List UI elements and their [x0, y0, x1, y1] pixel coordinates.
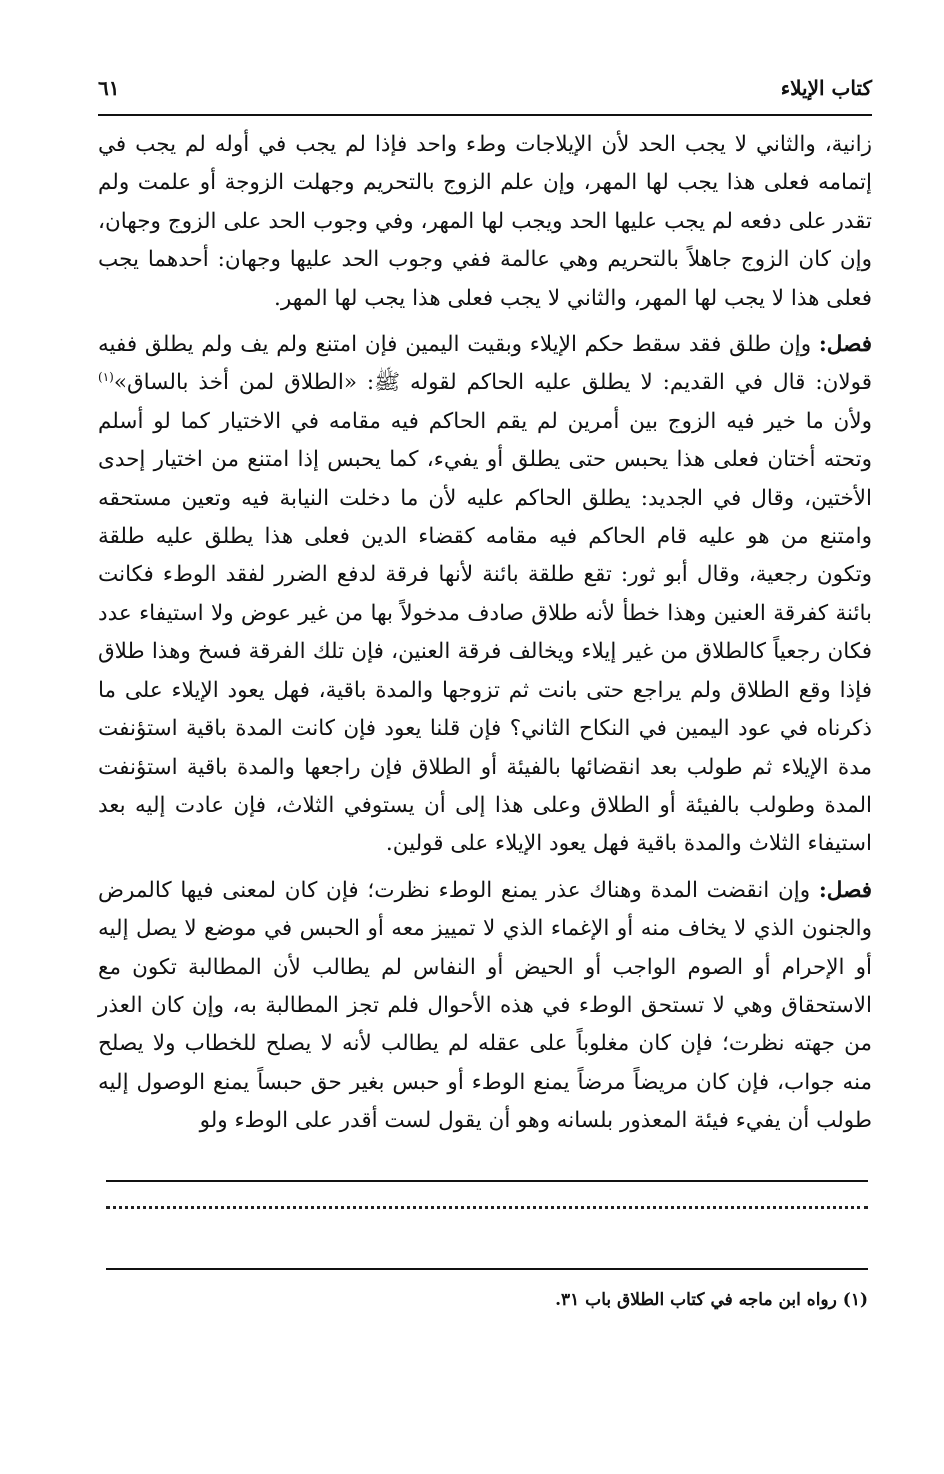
main-text [98, 126, 872, 1149]
footnote-marker[interactable]: (١) [98, 370, 114, 385]
page-header [98, 70, 872, 110]
section-label: فصل: [818, 332, 872, 358]
running-title: كتاب الإيلاء [780, 76, 872, 100]
paragraph-2-text-start: وإن طلق فقد سقط حكم الإيلاء وبقيت اليمين فإن امتنع ولم يف ولم يطلق ففيه قولان: قال في القديم: لا يطلق عليه الحاكم لقوله ﷺ: «الطلاق لمن أخذ بالساق» [98, 332, 872, 396]
footnote-bottom-rule [106, 1268, 868, 1270]
paragraph-1-text: زانية، والثاني لا يجب الحد لأن الإيلاجات وطء واحد فإذا لم يجب في أوله لم يجب في إتمامه فعلى هذا يجب لها المهر، وإن علم الزوج بالتحريم وجهلت الزوجة أو علمت ولم تقدر على دفعه لم يجب عليها الحد ويجب لها المهر، وفي وجوب الحد على الزوج وجهان، وإن كان الزوج جاهلاً بالتحريم وهي عالمة ففي وجوب الحد عليها وجهان: أحدهما يجب فعلى هذا لا يجب لها المهر، والثاني لا يجب فعلى هذا يجب لها المهر. [98, 132, 872, 311]
paragraph-2 [98, 326, 872, 864]
paragraph-3-text: وإن انقضت المدة وهناك عذر يمنع الوطء نظرت؛ فإن كان لمعنى فيها كالمرض والجنون الذي لا يخاف منه أو الإغماء الذي لا تمييز معه أو الحبس في موضع لا يصل إليه أو الإحرام أو الصوم الواجب أو الحيض أو النفاس لم يطالب لأن المطالبة تكون مع الاستحقاق وهي لا تستحق الوطء في هذه الأحوال فلم تجز المطالبة به، وإن كان العذر من جهته نظرت؛ فإن كان مغلوباً على عقله لم يطالب لأنه لا يصلح للخطاب ولا يصلح منه جواب، فإن كان مريضاً مرضاً يمنع الوطء أو حبس بغير حق حبساً يمنع الوصول إليه طولب أن يفيء فيئة المعذور بلسانه وهو أن يقول لست أقدر على الوطء ولو [98, 877, 872, 1134]
footnote: (١) رواه ابن ماجه في كتاب الطلاق باب ٣١. [555, 1290, 868, 1310]
section-label: فصل: [818, 877, 872, 903]
footnote-top-rule [106, 1180, 868, 1182]
header-divider [98, 114, 872, 116]
page-number: ٦١ [98, 76, 120, 100]
paragraph-3 [98, 872, 872, 1141]
dotted-separator [106, 1206, 868, 1229]
paragraph-2-text-end: ولأن ما خير فيه الزوج بين أمرين لم يقم الحاكم فيه مقامه في الاختيار كما لو أسلم وتحته أختان فعلى هذا يحبس حتى يطلق أو يفيء، كما يحبس إذا امتنع من اختيار إحدى الأختين، وقال في الجديد: يطلق الحاكم عليه لأن ما دخلت النيابة فيه وتعين مستحقه وامتنع من هو عليه قام الحاكم فيه مقامه كقضاء الدين فعلى هذا يطلق عليه طلقة وتكون رجعية، وقال أبو ثور: تقع طلقة بائنة لأنها فرقة لدفع الضرر لفقد الوطء فكانت بائنة كفرقة العنين وهذا خطأ لأنه طلاق صادف مدخولاً بها من غير عوض ولا استيفاء عدد فكان رجعياً كالطلاق من غير إيلاء ويخالف فرقة العنين، فإن تلك الفرقة فسخ وهذا طلاق فإذا وقع الطلاق ولم يراجع حتى بانت ثم تزوجها والمدة باقية، فهل يعود الإيلاء على ما ذكرناه في عود اليمين في النكاح الثاني؟ فإن قلنا يعود فإن كانت المدة باقية استؤنفت مدة الإيلاء ثم طولب بعد انقضائها بالفيئة أو الطلاق فإن راجعها والمدة باقية استؤنفت المدة وطولب بالفيئة أو الطلاق وعلى هذا إلى أن يستوفي الثلاث، فإن عادت إليه بعد استيفاء الثلاث والمدة باقية فهل يعود الإيلاء على قولين. [98, 408, 872, 857]
paragraph-1 [98, 126, 872, 318]
